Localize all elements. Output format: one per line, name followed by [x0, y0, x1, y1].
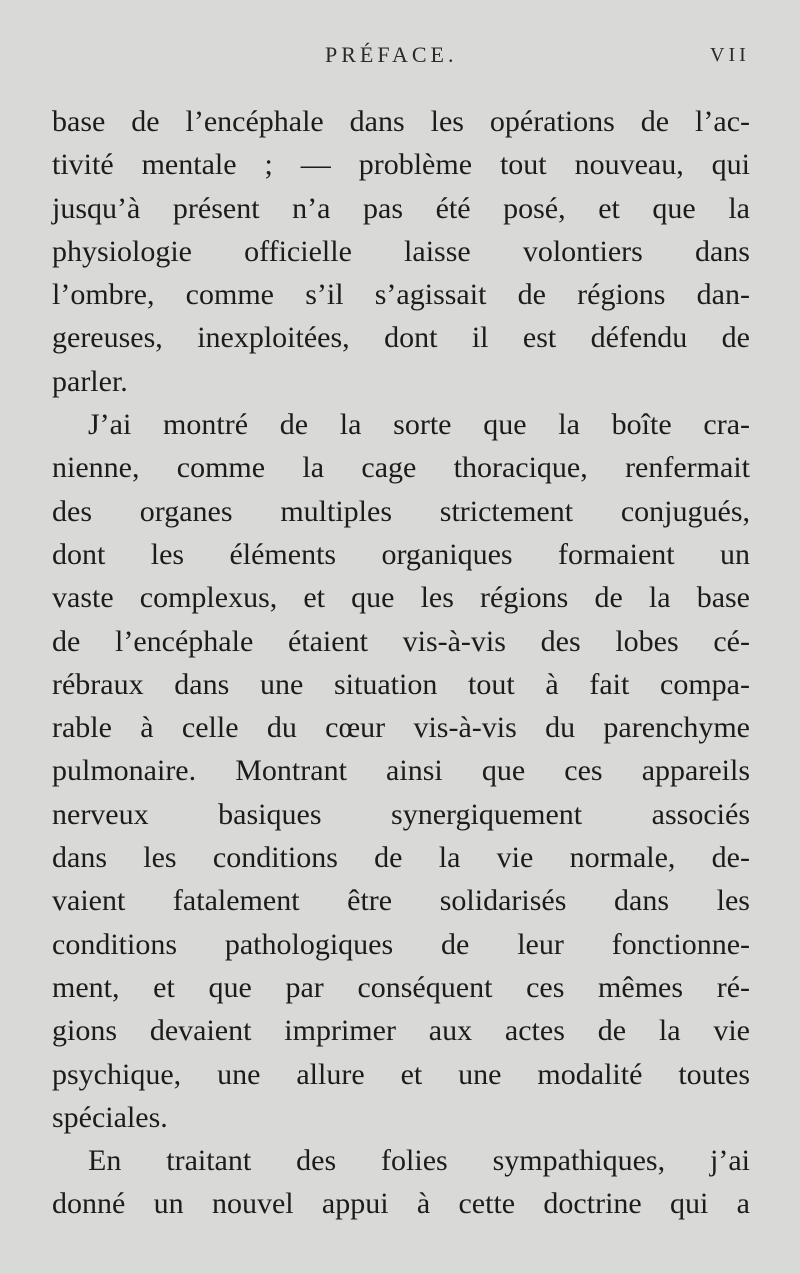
page-number: VII	[710, 44, 750, 66]
body-text	[52, 100, 750, 1226]
running-title: PRÉFACE.	[325, 42, 458, 67]
text-line: vaient fatalement être solidarisés dans les	[52, 884, 750, 918]
text-line: pulmonaire. Montrant ainsi que ces appareils	[52, 754, 750, 788]
text-line: psychique, une allure et une modalité toutes	[52, 1057, 750, 1091]
running-head	[0, 38, 800, 78]
text-line: physiologie officielle laisse volontiers dans	[52, 234, 750, 268]
text-line: base de l’encéphale dans les opérations de l’ac-	[52, 105, 750, 138]
text-line: ment, et que par conséquent ces mêmes ré-	[52, 970, 750, 1004]
text-line: rable à celle du cœur vis-à-vis du parenchyme	[52, 711, 750, 745]
text-line: spéciales.	[52, 1100, 168, 1134]
text-line: de l’encéphale étaient vis-à-vis des lobes cé-	[52, 624, 750, 658]
text-line: dont les éléments organiques formaient un	[52, 537, 750, 571]
text-line: conditions pathologiques de leur fonctionne-	[52, 927, 750, 961]
text-line: nienne, comme la cage thoracique, renfermait	[52, 451, 750, 485]
text-line: gereuses, inexploitées, dont il est défendu de	[52, 321, 750, 355]
text-line: J’ai montré de la sorte que la boîte cra-	[88, 408, 750, 442]
text-line: En traitant des folies sympathiques, j’ai	[88, 1144, 750, 1178]
text-line: vaste complexus, et que les régions de la base	[52, 581, 750, 615]
text-line: nerveux basiques synergiquement associés	[52, 797, 750, 831]
text-line: parler.	[52, 364, 128, 398]
text-line: l’ombre, comme s’il s’agissait de régions dan-	[52, 278, 750, 312]
text-line: tivité mentale ; — problème tout nouveau, qui	[52, 148, 750, 182]
text-line: donné un nouvel appui à cette doctrine qui a	[52, 1187, 750, 1221]
text-line: jusqu’à présent n’a pas été posé, et que la	[52, 191, 750, 225]
text-line: rébraux dans une situation tout à fait compa-	[52, 667, 750, 701]
text-line: dans les conditions de la vie normale, de-	[52, 841, 750, 875]
text-line: gions devaient imprimer aux actes de la vie	[52, 1014, 750, 1048]
text-line: des organes multiples strictement conjugués,	[52, 494, 750, 528]
